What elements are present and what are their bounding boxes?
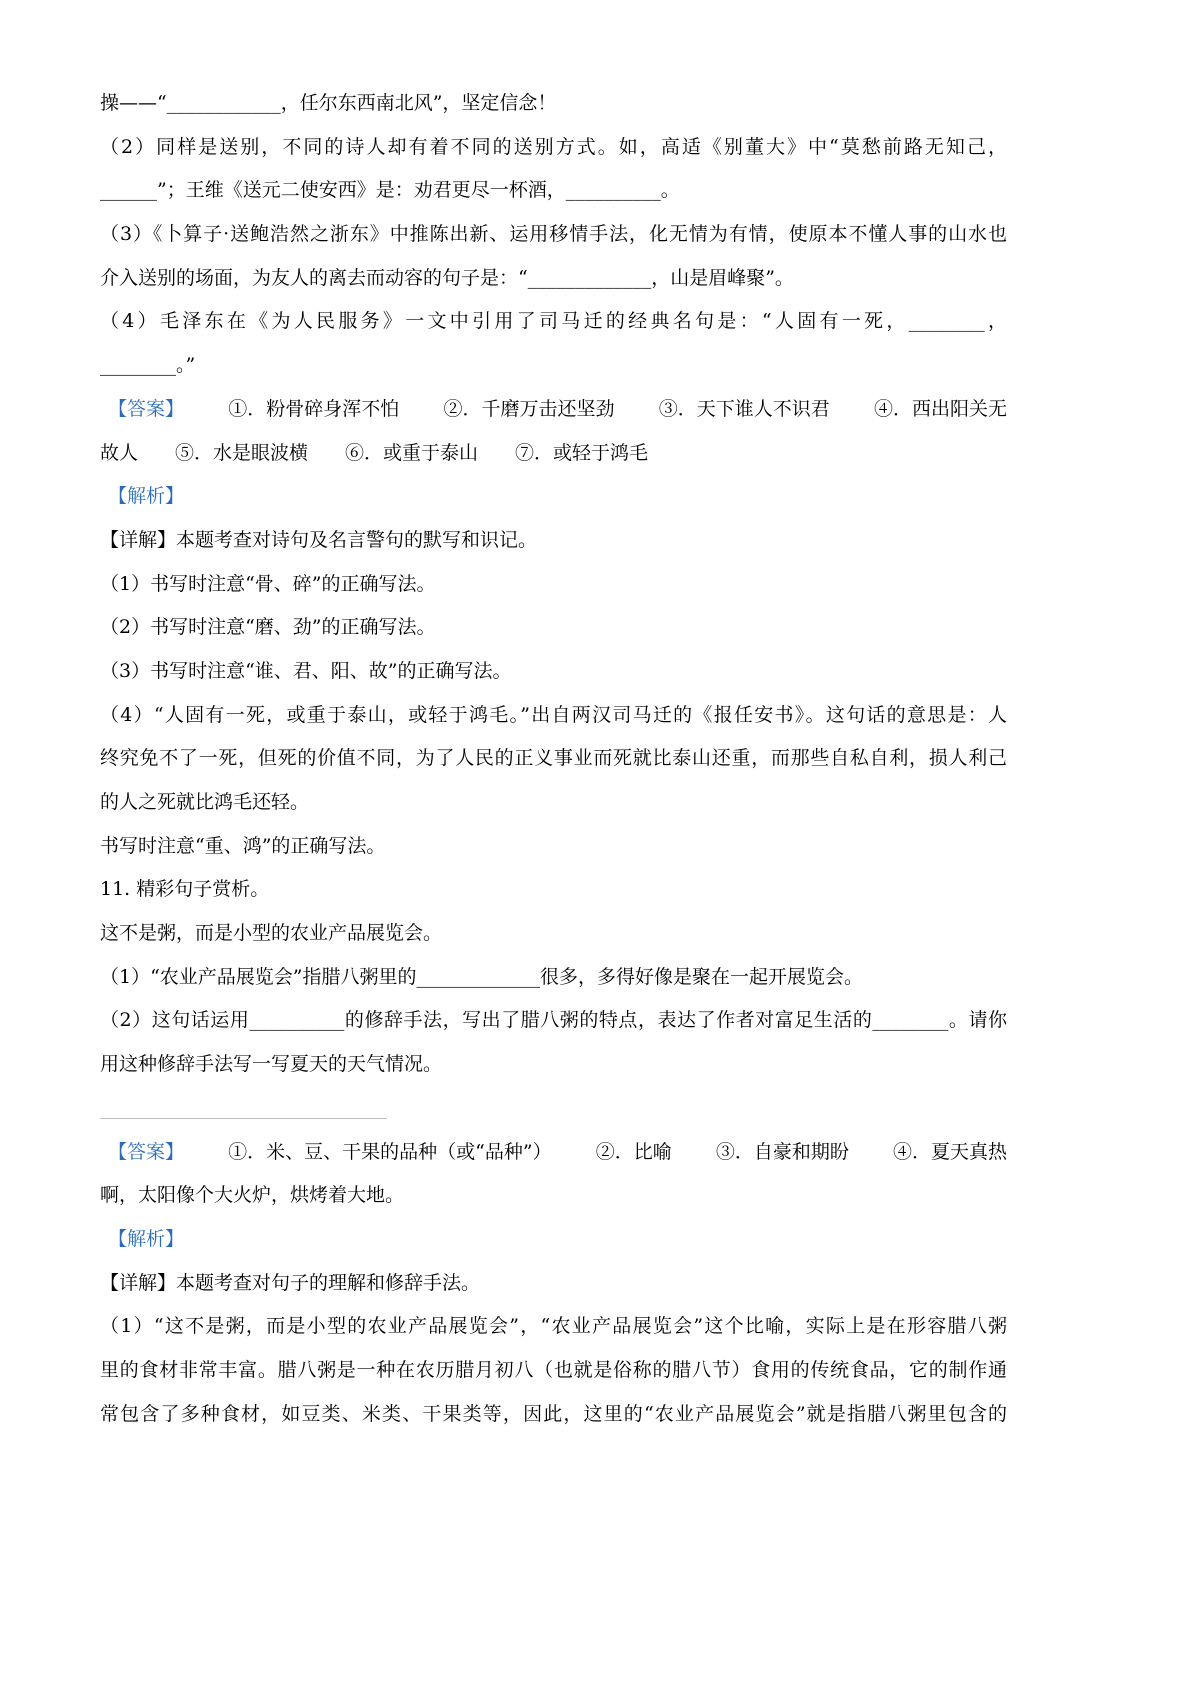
analysis-line: 【详解】本题考查对句子的理解和修辞手法。 (100, 1271, 481, 1294)
analysis-label: 【解析】 (108, 1227, 185, 1250)
answer-item: ④．西出阳关无 (873, 397, 1007, 420)
answer-row (100, 432, 1007, 476)
answer-item: ①．米、豆、干果的品种（或“品种”） (228, 1140, 552, 1163)
answer-item: ⑥．或重于泰山 (345, 441, 479, 464)
answer-item: ③．天下谁人不识君 (658, 397, 830, 420)
answer-label: 【答案】 (108, 397, 185, 420)
analysis-line: （2）书写时注意“磨、劲”的正确写法。 (100, 616, 436, 639)
q11-line: 这不是粥，而是小型的农业产品展览会。 (100, 922, 443, 945)
answer-item: ④．夏天真热 (892, 1140, 1007, 1163)
answer-row (100, 1131, 1007, 1175)
q11-line: 用这种修辞手法写一写夏天的天气情况。 (100, 1053, 443, 1076)
analysis-line: （1）书写时注意“骨、碎”的正确写法。 (100, 572, 436, 595)
q10-line: （2）同样是送别，不同的诗人却有着不同的送别方式。如，高适《别董大》中“莫愁前路无知己， (100, 135, 1007, 158)
content-column (100, 82, 1007, 1436)
q10-line: （3）《卜算子·送鲍浩然之浙东》中推陈出新、运用移情手法，化无情为有情，使原本不懂人事的山水也 (100, 223, 1007, 246)
analysis-label: 【解析】 (108, 485, 185, 508)
separator-row (100, 1087, 1007, 1131)
separator-line (100, 1118, 387, 1119)
answer-row (100, 388, 1007, 432)
q10-line: ________。” (100, 354, 196, 377)
q10-line: ______”；王维《送元二使安西》是：劝君更尽一杯酒，__________。 (100, 179, 680, 202)
answer-item: ①．粉骨碎身浑不怕 (228, 397, 400, 420)
answer-line: 啊，太阳像个大火炉，烘烤着大地。 (100, 1184, 405, 1207)
analysis-line: 的人之死就比鸿毛还轻。 (100, 791, 310, 813)
analysis-line: 常包含了多种食材，如豆类、米类、干果类等，因此，这里的“农业产品展览会”就是指腊八粥里包含的 (100, 1402, 1007, 1425)
answer-item: ②．比喻 (595, 1140, 672, 1163)
answer-item: ③．自豪和期盼 (715, 1140, 849, 1163)
analysis-line: 里的食材非常丰富。腊八粥是一种在农历腊月初八（也就是俗称的腊八节）食用的传统食品，它的制作通 (100, 1358, 1007, 1381)
q11-line: （2）这句话运用__________的修辞手法，写出了腊八粥的特点，表达了作者对富足生活的________。请你 (100, 1009, 1007, 1032)
answer-item: ⑤．水是眼波横 (175, 441, 309, 464)
analysis-heading (100, 475, 1007, 519)
analysis-line: （4）“人固有一死，或重于泰山，或轻于鸿毛。”出自两汉司马迁的《报任安书》。这句话的意思是：人 (100, 703, 1007, 726)
analysis-line: 书写时注意“重、鸿”的正确写法。 (100, 834, 386, 857)
answer-item: ②．千磨万击还坚劲 (443, 397, 615, 420)
analysis-line: （3）书写时注意“谁、君、阳、故”的正确写法。 (100, 659, 512, 682)
q11-line: （1）“农业产品展览会”指腊八粥里的_____________很多，多得好像是聚在一起开展览会。 (100, 965, 864, 988)
answer-item: ⑦．或轻于鸿毛 (515, 441, 649, 464)
q10-line: 操——“____________，任尔东西南北风”，坚定信念！ (100, 92, 557, 114)
q11-title: 11. 精彩句子赏析。 (100, 878, 270, 901)
q10-line: （4）毛泽东在《为人民服务》一文中引用了司马迁的经典名句是：“人固有一死，________， (100, 310, 1007, 333)
analysis-heading (100, 1218, 1007, 1262)
analysis-line: 终究免不了一死，但死的价值不同，为了人民的正义事业而死就比泰山还重，而那些自私自利，损人利己 (100, 747, 1007, 770)
answer-item: 故人 (100, 441, 139, 464)
answer-label: 【答案】 (108, 1140, 185, 1163)
q10-line: 介入送别的场面，为友人的离去而动容的句子是：“_____________，山是眉峰聚”。 (100, 266, 794, 289)
analysis-line: 【详解】本题考查对诗句及名言警句的默写和识记。 (100, 528, 538, 551)
analysis-line: （1）“这不是粥，而是小型的农业产品展览会”，“农业产品展览会”这个比喻，实际上是在形容腊八粥 (100, 1315, 1007, 1338)
